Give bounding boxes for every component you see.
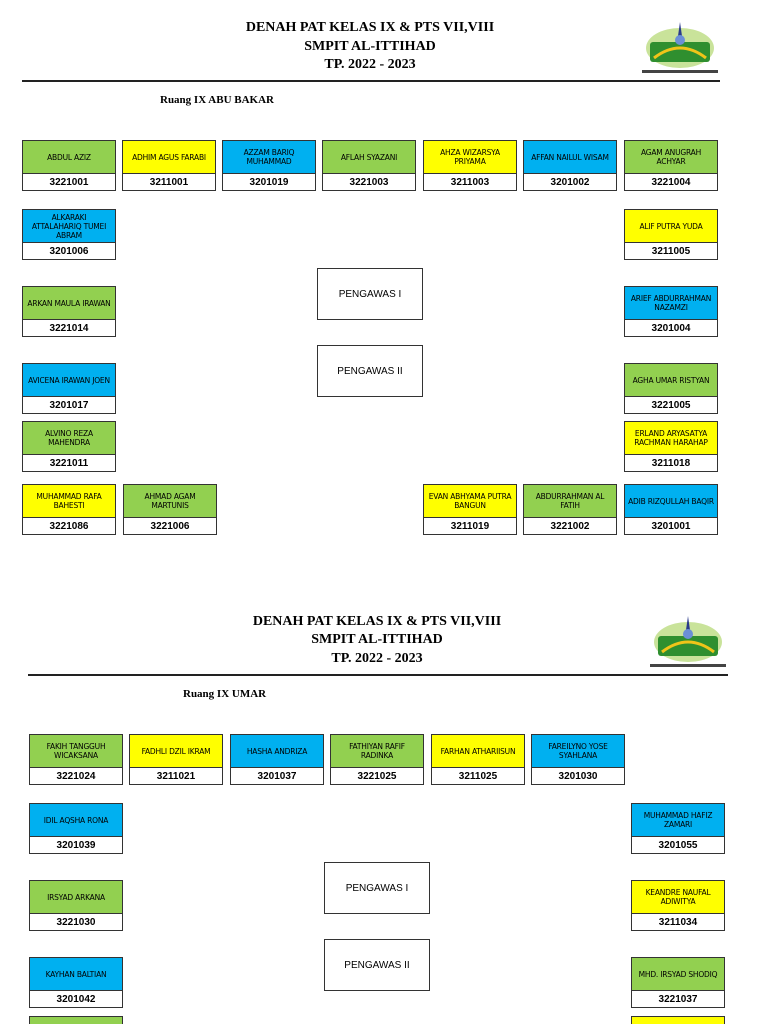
- student-name: IRSYAD ARKANA: [29, 880, 123, 914]
- student-number: 3221003: [322, 174, 416, 191]
- student-name: MHD. IRSYAD SHODIQ: [631, 957, 725, 991]
- student-number: 3221030: [29, 914, 123, 931]
- pengawas-2-box: PENGAWAS II: [324, 939, 430, 991]
- student-name: AZZAM BARIQ MUHAMMAD: [222, 140, 316, 174]
- student-desk: [29, 803, 123, 854]
- student-number: 3201055: [631, 837, 725, 854]
- student-number: 3201039: [29, 837, 123, 854]
- student-desk: [29, 734, 123, 785]
- student-number: 3211003: [423, 174, 517, 191]
- student-desk: [129, 734, 223, 785]
- student-name: AGAM ANUGRAH ACHYAR: [624, 140, 718, 174]
- student-name: KAYHAN BALTIAN: [29, 957, 123, 991]
- student-name: ABDURRAHMAN AL FATIH: [523, 484, 617, 518]
- student-desk: [631, 957, 725, 1008]
- student-name: AHZA WIZARSYA PRIYAMA: [423, 140, 517, 174]
- student-number: 3211034: [631, 914, 725, 931]
- student-name: FAKIH TANGGUH WICAKSANA: [29, 734, 123, 768]
- header-title: DENAH PAT KELAS IX & PTS VII,VIII: [245, 20, 495, 35]
- student-desk: [631, 1016, 725, 1024]
- student-number: 3201004: [624, 320, 718, 337]
- student-name: ARKAN MAULA IRAWAN: [22, 286, 116, 320]
- student-name: FAREILYNO YOSE SYAHLANA: [531, 734, 625, 768]
- student-name: EVAN ABHYAMA PUTRA BANGUN: [423, 484, 517, 518]
- school-logo-icon: [642, 612, 734, 674]
- student-desk: [29, 880, 123, 931]
- student-number: 3201042: [29, 991, 123, 1008]
- student-number: 3221005: [624, 397, 718, 414]
- student-name: AFLAH SYAZANI: [322, 140, 416, 174]
- student-name: MUHAMMAD HAFIZ ZAMARI: [631, 803, 725, 837]
- pengawas-1-box: PENGAWAS I: [317, 268, 423, 320]
- student-number: 3221011: [22, 455, 116, 472]
- student-name: ABDUL AZIZ: [22, 140, 116, 174]
- student-number: 3201006: [22, 243, 116, 260]
- student-desk: [230, 734, 324, 785]
- student-number: 3221014: [22, 320, 116, 337]
- student-desk: [631, 880, 725, 931]
- student-number: 3201001: [624, 518, 718, 535]
- student-name: ALKARAKI ATTALAHARIQ TUMEI ABRAM: [22, 209, 116, 243]
- student-number: 3201002: [523, 174, 617, 191]
- student-name: ALVINO REZA MAHENDRA: [22, 421, 116, 455]
- pengawas-1-box: PENGAWAS I: [324, 862, 430, 914]
- student-number: 3221001: [22, 174, 116, 191]
- student-number: 3221086: [22, 518, 116, 535]
- student-name: MUHAMMAD RAFA BAHESTI: [22, 484, 116, 518]
- student-desk: [29, 957, 123, 1008]
- student-number: 3201037: [230, 768, 324, 785]
- student-name: [29, 1016, 123, 1024]
- header-year: TP. 2022 - 2023: [331, 651, 423, 666]
- student-name: IDIL AQSHA RONA: [29, 803, 123, 837]
- student-desk: [330, 734, 424, 785]
- student-number: 3211018: [624, 455, 718, 472]
- student-name: ARIEF ABDURRAHMAN NAZAMZI: [624, 286, 718, 320]
- student-name: AVICENA IRAWAN JOEN: [22, 363, 116, 397]
- student-name: FADHLI DZIL IKRAM: [129, 734, 223, 768]
- header-year: TP. 2022 - 2023: [324, 57, 416, 72]
- header-title: DENAH PAT KELAS IX & PTS VII,VIII: [252, 614, 502, 629]
- student-number: 3201017: [22, 397, 116, 414]
- student-number: 3201019: [222, 174, 316, 191]
- header-divider: [28, 674, 728, 676]
- pengawas-2-box: PENGAWAS II: [317, 345, 423, 397]
- student-name: [631, 1016, 725, 1024]
- student-desk: [29, 1016, 123, 1024]
- student-desk: [431, 734, 525, 785]
- student-name: ALIF PUTRA YUDA: [624, 209, 718, 243]
- student-number: 3211001: [122, 174, 216, 191]
- student-desk: [531, 734, 625, 785]
- student-number: 3221006: [123, 518, 217, 535]
- header-school: SMPIT AL-ITTIHAD: [304, 39, 436, 54]
- room-label: Ruang IX UMAR: [183, 688, 267, 700]
- student-name: AFFAN NAILUL WISAM: [523, 140, 617, 174]
- student-name: AHMAD AGAM MARTUNIS: [123, 484, 217, 518]
- student-name: HASHA ANDRIZA: [230, 734, 324, 768]
- student-number: 3221004: [624, 174, 718, 191]
- student-name: ERLAND ARYASATYA RACHMAN HARAHAP: [624, 421, 718, 455]
- room-label: Ruang IX ABU BAKAR: [160, 94, 274, 106]
- student-number: 3211021: [129, 768, 223, 785]
- student-number: 3211025: [431, 768, 525, 785]
- student-desk: [631, 803, 725, 854]
- student-name: KEANDRE NAUFAL ADIWITYA: [631, 880, 725, 914]
- student-name: FATHIYAN RAFIF RADINKA: [330, 734, 424, 768]
- student-number: 3221037: [631, 991, 725, 1008]
- student-number: 3221025: [330, 768, 424, 785]
- student-number: 3211019: [423, 518, 517, 535]
- student-name: AGHA UMAR RISTYAN: [624, 363, 718, 397]
- student-name: FARHAN ATHARIISUN: [431, 734, 525, 768]
- header-school: SMPIT AL-ITTIHAD: [311, 632, 443, 647]
- student-name: ADIB RIZQULLAH BAQIR: [624, 484, 718, 518]
- student-number: 3221024: [29, 768, 123, 785]
- student-name: ADHIM AGUS FARABI: [122, 140, 216, 174]
- student-number: 3221002: [523, 518, 617, 535]
- student-number: 3211005: [624, 243, 718, 260]
- student-number: 3201030: [531, 768, 625, 785]
